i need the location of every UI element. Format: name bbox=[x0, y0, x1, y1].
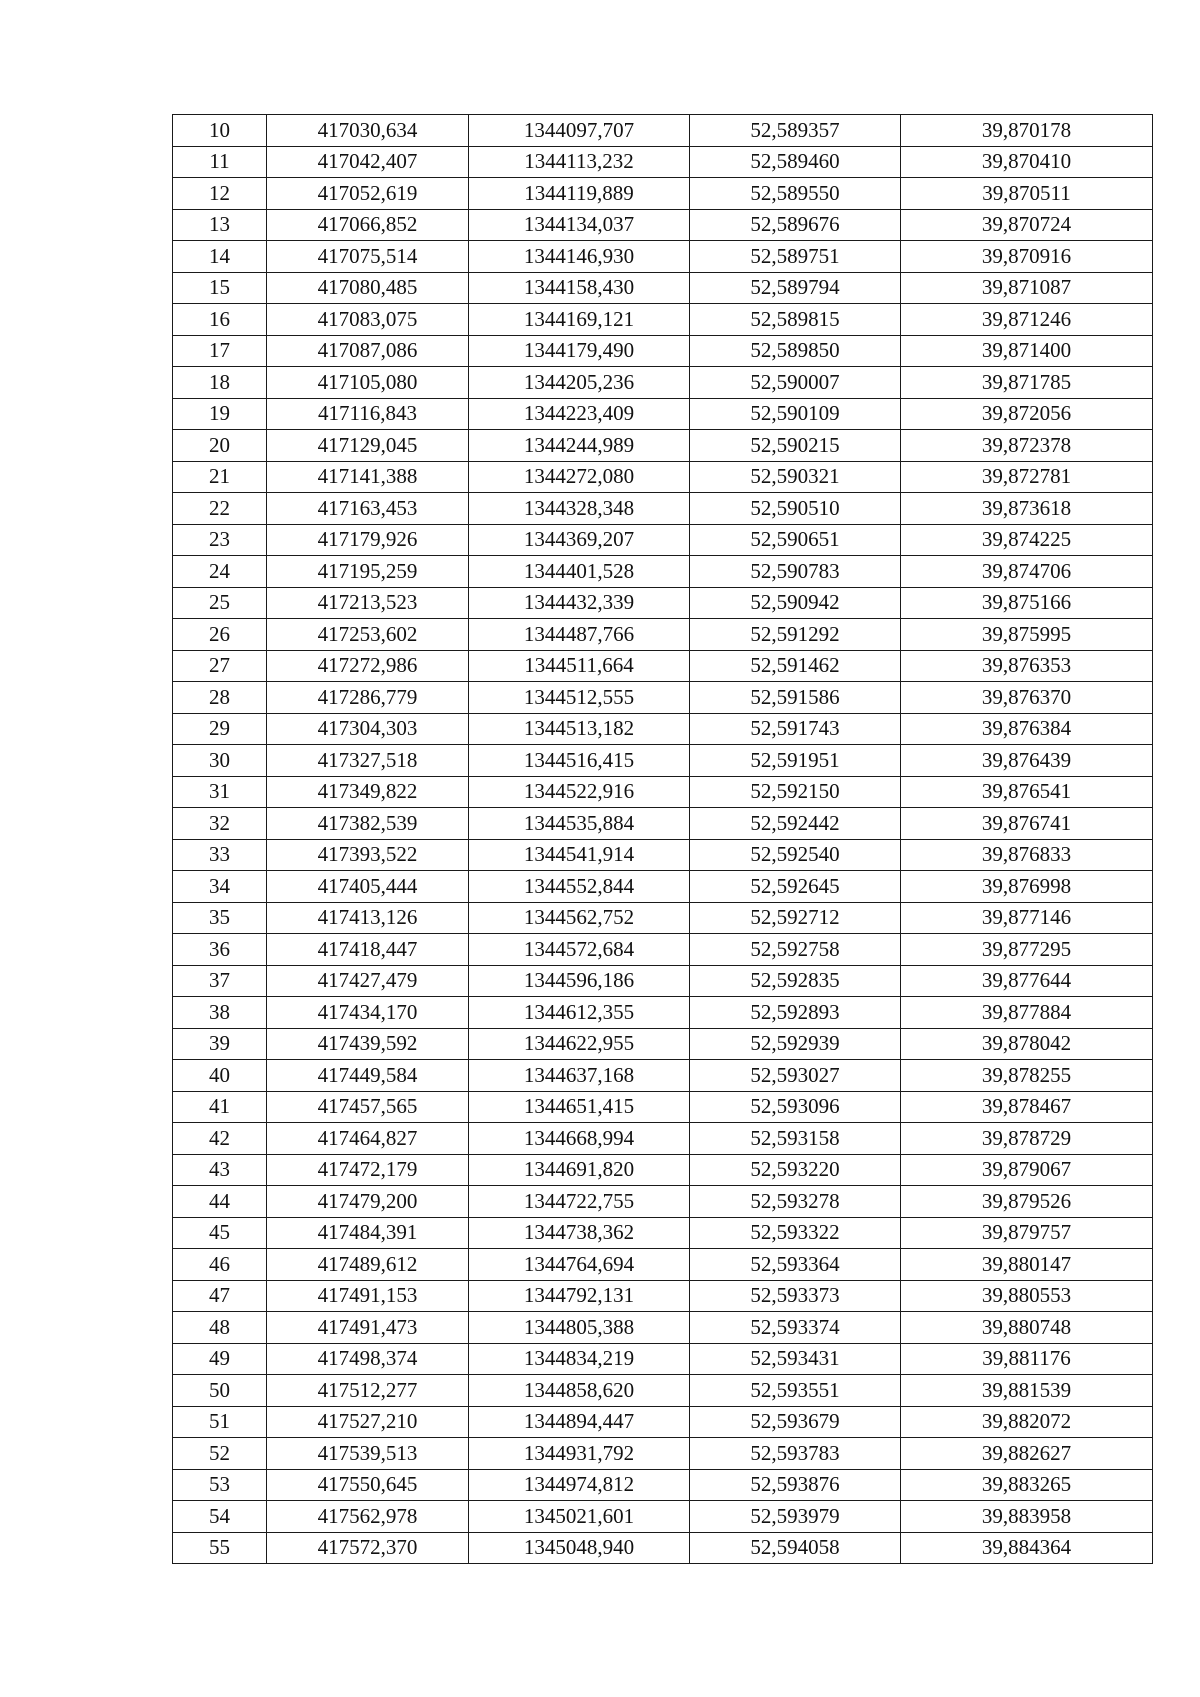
latitude-cell: 52,591743 bbox=[690, 713, 901, 745]
longitude-cell: 39,883265 bbox=[901, 1469, 1153, 1501]
y-coordinate-cell: 1344668,994 bbox=[469, 1123, 690, 1155]
x-coordinate-cell: 417349,822 bbox=[267, 776, 469, 808]
table-row bbox=[173, 304, 1153, 336]
latitude-cell: 52,593431 bbox=[690, 1343, 901, 1375]
x-coordinate-cell: 417327,518 bbox=[267, 745, 469, 777]
point-number-cell: 35 bbox=[173, 902, 267, 934]
latitude-cell: 52,592442 bbox=[690, 808, 901, 840]
y-coordinate-cell: 1344146,930 bbox=[469, 241, 690, 273]
table-row bbox=[173, 241, 1153, 273]
x-coordinate-cell: 417066,852 bbox=[267, 209, 469, 241]
latitude-cell: 52,594058 bbox=[690, 1532, 901, 1564]
x-coordinate-cell: 417286,779 bbox=[267, 682, 469, 714]
x-coordinate-cell: 417418,447 bbox=[267, 934, 469, 966]
longitude-cell: 39,870178 bbox=[901, 115, 1153, 147]
x-coordinate-cell: 417253,602 bbox=[267, 619, 469, 651]
longitude-cell: 39,876439 bbox=[901, 745, 1153, 777]
point-number-cell: 10 bbox=[173, 115, 267, 147]
table-row bbox=[173, 209, 1153, 241]
x-coordinate-cell: 417427,479 bbox=[267, 965, 469, 997]
x-coordinate-cell: 417075,514 bbox=[267, 241, 469, 273]
latitude-cell: 52,593979 bbox=[690, 1501, 901, 1533]
x-coordinate-cell: 417498,374 bbox=[267, 1343, 469, 1375]
table-row bbox=[173, 1532, 1153, 1564]
longitude-cell: 39,878467 bbox=[901, 1091, 1153, 1123]
y-coordinate-cell: 1345021,601 bbox=[469, 1501, 690, 1533]
x-coordinate-cell: 417539,513 bbox=[267, 1438, 469, 1470]
x-coordinate-cell: 417572,370 bbox=[267, 1532, 469, 1564]
longitude-cell: 39,871400 bbox=[901, 335, 1153, 367]
point-number-cell: 48 bbox=[173, 1312, 267, 1344]
longitude-cell: 39,880147 bbox=[901, 1249, 1153, 1281]
y-coordinate-cell: 1344244,989 bbox=[469, 430, 690, 462]
latitude-cell: 52,592835 bbox=[690, 965, 901, 997]
latitude-cell: 52,593027 bbox=[690, 1060, 901, 1092]
point-number-cell: 26 bbox=[173, 619, 267, 651]
table-row bbox=[173, 902, 1153, 934]
y-coordinate-cell: 1344722,755 bbox=[469, 1186, 690, 1218]
table-row bbox=[173, 461, 1153, 493]
longitude-cell: 39,880748 bbox=[901, 1312, 1153, 1344]
latitude-cell: 52,590007 bbox=[690, 367, 901, 399]
x-coordinate-cell: 417163,453 bbox=[267, 493, 469, 525]
y-coordinate-cell: 1344097,707 bbox=[469, 115, 690, 147]
longitude-cell: 39,883958 bbox=[901, 1501, 1153, 1533]
y-coordinate-cell: 1344272,080 bbox=[469, 461, 690, 493]
y-coordinate-cell: 1344113,232 bbox=[469, 146, 690, 178]
table-row bbox=[173, 1249, 1153, 1281]
latitude-cell: 52,593374 bbox=[690, 1312, 901, 1344]
point-number-cell: 37 bbox=[173, 965, 267, 997]
y-coordinate-cell: 1344487,766 bbox=[469, 619, 690, 651]
longitude-cell: 39,882072 bbox=[901, 1406, 1153, 1438]
y-coordinate-cell: 1344401,528 bbox=[469, 556, 690, 588]
y-coordinate-cell: 1344205,236 bbox=[469, 367, 690, 399]
table-row bbox=[173, 398, 1153, 430]
point-number-cell: 39 bbox=[173, 1028, 267, 1060]
latitude-cell: 52,592645 bbox=[690, 871, 901, 903]
x-coordinate-cell: 417030,634 bbox=[267, 115, 469, 147]
point-number-cell: 50 bbox=[173, 1375, 267, 1407]
longitude-cell: 39,870724 bbox=[901, 209, 1153, 241]
point-number-cell: 19 bbox=[173, 398, 267, 430]
point-number-cell: 55 bbox=[173, 1532, 267, 1564]
x-coordinate-cell: 417382,539 bbox=[267, 808, 469, 840]
x-coordinate-cell: 417527,210 bbox=[267, 1406, 469, 1438]
y-coordinate-cell: 1344764,694 bbox=[469, 1249, 690, 1281]
y-coordinate-cell: 1344562,752 bbox=[469, 902, 690, 934]
x-coordinate-cell: 417083,075 bbox=[267, 304, 469, 336]
point-number-cell: 33 bbox=[173, 839, 267, 871]
y-coordinate-cell: 1344432,339 bbox=[469, 587, 690, 619]
point-number-cell: 18 bbox=[173, 367, 267, 399]
longitude-cell: 39,878255 bbox=[901, 1060, 1153, 1092]
longitude-cell: 39,880553 bbox=[901, 1280, 1153, 1312]
point-number-cell: 40 bbox=[173, 1060, 267, 1092]
y-coordinate-cell: 1344119,889 bbox=[469, 178, 690, 210]
longitude-cell: 39,873618 bbox=[901, 493, 1153, 525]
point-number-cell: 22 bbox=[173, 493, 267, 525]
latitude-cell: 52,593876 bbox=[690, 1469, 901, 1501]
longitude-cell: 39,874706 bbox=[901, 556, 1153, 588]
table-row bbox=[173, 1375, 1153, 1407]
table-row bbox=[173, 430, 1153, 462]
point-number-cell: 38 bbox=[173, 997, 267, 1029]
table-row bbox=[173, 1091, 1153, 1123]
y-coordinate-cell: 1344805,388 bbox=[469, 1312, 690, 1344]
table-row bbox=[173, 178, 1153, 210]
longitude-cell: 39,878042 bbox=[901, 1028, 1153, 1060]
latitude-cell: 52,593679 bbox=[690, 1406, 901, 1438]
latitude-cell: 52,593364 bbox=[690, 1249, 901, 1281]
table-row bbox=[173, 1217, 1153, 1249]
y-coordinate-cell: 1344223,409 bbox=[469, 398, 690, 430]
x-coordinate-cell: 417087,086 bbox=[267, 335, 469, 367]
latitude-cell: 52,593783 bbox=[690, 1438, 901, 1470]
x-coordinate-cell: 417179,926 bbox=[267, 524, 469, 556]
point-number-cell: 12 bbox=[173, 178, 267, 210]
y-coordinate-cell: 1344792,131 bbox=[469, 1280, 690, 1312]
longitude-cell: 39,876353 bbox=[901, 650, 1153, 682]
x-coordinate-cell: 417116,843 bbox=[267, 398, 469, 430]
longitude-cell: 39,881176 bbox=[901, 1343, 1153, 1375]
point-number-cell: 27 bbox=[173, 650, 267, 682]
x-coordinate-cell: 417550,645 bbox=[267, 1469, 469, 1501]
longitude-cell: 39,875995 bbox=[901, 619, 1153, 651]
longitude-cell: 39,872056 bbox=[901, 398, 1153, 430]
longitude-cell: 39,882627 bbox=[901, 1438, 1153, 1470]
point-number-cell: 46 bbox=[173, 1249, 267, 1281]
table-row bbox=[173, 1343, 1153, 1375]
latitude-cell: 52,593551 bbox=[690, 1375, 901, 1407]
x-coordinate-cell: 417489,612 bbox=[267, 1249, 469, 1281]
table-row bbox=[173, 272, 1153, 304]
longitude-cell: 39,877884 bbox=[901, 997, 1153, 1029]
point-number-cell: 45 bbox=[173, 1217, 267, 1249]
longitude-cell: 39,876541 bbox=[901, 776, 1153, 808]
x-coordinate-cell: 417129,045 bbox=[267, 430, 469, 462]
latitude-cell: 52,589850 bbox=[690, 335, 901, 367]
y-coordinate-cell: 1344541,914 bbox=[469, 839, 690, 871]
x-coordinate-cell: 417479,200 bbox=[267, 1186, 469, 1218]
point-number-cell: 49 bbox=[173, 1343, 267, 1375]
x-coordinate-cell: 417472,179 bbox=[267, 1154, 469, 1186]
latitude-cell: 52,590510 bbox=[690, 493, 901, 525]
latitude-cell: 52,592150 bbox=[690, 776, 901, 808]
coordinate-table bbox=[172, 114, 1153, 1564]
table-row bbox=[173, 1312, 1153, 1344]
table-row bbox=[173, 1406, 1153, 1438]
table-row bbox=[173, 367, 1153, 399]
point-number-cell: 25 bbox=[173, 587, 267, 619]
point-number-cell: 23 bbox=[173, 524, 267, 556]
x-coordinate-cell: 417272,986 bbox=[267, 650, 469, 682]
y-coordinate-cell: 1344931,792 bbox=[469, 1438, 690, 1470]
y-coordinate-cell: 1344513,182 bbox=[469, 713, 690, 745]
y-coordinate-cell: 1344622,955 bbox=[469, 1028, 690, 1060]
longitude-cell: 39,876384 bbox=[901, 713, 1153, 745]
point-number-cell: 24 bbox=[173, 556, 267, 588]
point-number-cell: 42 bbox=[173, 1123, 267, 1155]
y-coordinate-cell: 1344738,362 bbox=[469, 1217, 690, 1249]
latitude-cell: 52,592758 bbox=[690, 934, 901, 966]
table-row bbox=[173, 493, 1153, 525]
point-number-cell: 28 bbox=[173, 682, 267, 714]
y-coordinate-cell: 1344894,447 bbox=[469, 1406, 690, 1438]
longitude-cell: 39,879526 bbox=[901, 1186, 1153, 1218]
latitude-cell: 52,590942 bbox=[690, 587, 901, 619]
latitude-cell: 52,589460 bbox=[690, 146, 901, 178]
point-number-cell: 29 bbox=[173, 713, 267, 745]
y-coordinate-cell: 1344535,884 bbox=[469, 808, 690, 840]
table-row bbox=[173, 965, 1153, 997]
x-coordinate-cell: 417105,080 bbox=[267, 367, 469, 399]
y-coordinate-cell: 1345048,940 bbox=[469, 1532, 690, 1564]
point-number-cell: 53 bbox=[173, 1469, 267, 1501]
y-coordinate-cell: 1344522,916 bbox=[469, 776, 690, 808]
x-coordinate-cell: 417491,473 bbox=[267, 1312, 469, 1344]
y-coordinate-cell: 1344572,684 bbox=[469, 934, 690, 966]
point-number-cell: 30 bbox=[173, 745, 267, 777]
longitude-cell: 39,871246 bbox=[901, 304, 1153, 336]
y-coordinate-cell: 1344511,664 bbox=[469, 650, 690, 682]
longitude-cell: 39,876833 bbox=[901, 839, 1153, 871]
y-coordinate-cell: 1344512,555 bbox=[469, 682, 690, 714]
latitude-cell: 52,589751 bbox=[690, 241, 901, 273]
table-row bbox=[173, 650, 1153, 682]
point-number-cell: 14 bbox=[173, 241, 267, 273]
x-coordinate-cell: 417304,303 bbox=[267, 713, 469, 745]
latitude-cell: 52,593278 bbox=[690, 1186, 901, 1218]
latitude-cell: 52,592712 bbox=[690, 902, 901, 934]
table-row bbox=[173, 335, 1153, 367]
latitude-cell: 52,591462 bbox=[690, 650, 901, 682]
x-coordinate-cell: 417512,277 bbox=[267, 1375, 469, 1407]
y-coordinate-cell: 1344369,207 bbox=[469, 524, 690, 556]
point-number-cell: 13 bbox=[173, 209, 267, 241]
y-coordinate-cell: 1344612,355 bbox=[469, 997, 690, 1029]
table-row bbox=[173, 619, 1153, 651]
table-row bbox=[173, 682, 1153, 714]
longitude-cell: 39,872378 bbox=[901, 430, 1153, 462]
latitude-cell: 52,591586 bbox=[690, 682, 901, 714]
latitude-cell: 52,589550 bbox=[690, 178, 901, 210]
table-row bbox=[173, 587, 1153, 619]
x-coordinate-cell: 417491,153 bbox=[267, 1280, 469, 1312]
latitude-cell: 52,593322 bbox=[690, 1217, 901, 1249]
longitude-cell: 39,878729 bbox=[901, 1123, 1153, 1155]
latitude-cell: 52,591951 bbox=[690, 745, 901, 777]
latitude-cell: 52,590215 bbox=[690, 430, 901, 462]
point-number-cell: 15 bbox=[173, 272, 267, 304]
x-coordinate-cell: 417080,485 bbox=[267, 272, 469, 304]
y-coordinate-cell: 1344651,415 bbox=[469, 1091, 690, 1123]
latitude-cell: 52,590321 bbox=[690, 461, 901, 493]
point-number-cell: 44 bbox=[173, 1186, 267, 1218]
y-coordinate-cell: 1344834,219 bbox=[469, 1343, 690, 1375]
longitude-cell: 39,874225 bbox=[901, 524, 1153, 556]
latitude-cell: 52,589357 bbox=[690, 115, 901, 147]
point-number-cell: 52 bbox=[173, 1438, 267, 1470]
table-row bbox=[173, 997, 1153, 1029]
table-row bbox=[173, 524, 1153, 556]
table-row bbox=[173, 556, 1153, 588]
x-coordinate-cell: 417464,827 bbox=[267, 1123, 469, 1155]
longitude-cell: 39,884364 bbox=[901, 1532, 1153, 1564]
latitude-cell: 52,589676 bbox=[690, 209, 901, 241]
longitude-cell: 39,870410 bbox=[901, 146, 1153, 178]
longitude-cell: 39,876370 bbox=[901, 682, 1153, 714]
x-coordinate-cell: 417413,126 bbox=[267, 902, 469, 934]
table-row bbox=[173, 115, 1153, 147]
table-row bbox=[173, 146, 1153, 178]
x-coordinate-cell: 417141,388 bbox=[267, 461, 469, 493]
x-coordinate-cell: 417434,170 bbox=[267, 997, 469, 1029]
longitude-cell: 39,879757 bbox=[901, 1217, 1153, 1249]
x-coordinate-cell: 417439,592 bbox=[267, 1028, 469, 1060]
longitude-cell: 39,871785 bbox=[901, 367, 1153, 399]
x-coordinate-cell: 417405,444 bbox=[267, 871, 469, 903]
coordinate-table-body bbox=[173, 115, 1153, 1564]
table-row bbox=[173, 934, 1153, 966]
y-coordinate-cell: 1344179,490 bbox=[469, 335, 690, 367]
point-number-cell: 11 bbox=[173, 146, 267, 178]
table-row bbox=[173, 1186, 1153, 1218]
x-coordinate-cell: 417393,522 bbox=[267, 839, 469, 871]
longitude-cell: 39,870511 bbox=[901, 178, 1153, 210]
point-number-cell: 43 bbox=[173, 1154, 267, 1186]
y-coordinate-cell: 1344858,620 bbox=[469, 1375, 690, 1407]
longitude-cell: 39,877146 bbox=[901, 902, 1153, 934]
point-number-cell: 16 bbox=[173, 304, 267, 336]
y-coordinate-cell: 1344169,121 bbox=[469, 304, 690, 336]
longitude-cell: 39,876998 bbox=[901, 871, 1153, 903]
table-row bbox=[173, 745, 1153, 777]
latitude-cell: 52,589794 bbox=[690, 272, 901, 304]
latitude-cell: 52,590109 bbox=[690, 398, 901, 430]
x-coordinate-cell: 417042,407 bbox=[267, 146, 469, 178]
table-row bbox=[173, 1438, 1153, 1470]
table-row bbox=[173, 871, 1153, 903]
point-number-cell: 21 bbox=[173, 461, 267, 493]
x-coordinate-cell: 417449,584 bbox=[267, 1060, 469, 1092]
y-coordinate-cell: 1344328,348 bbox=[469, 493, 690, 525]
table-row bbox=[173, 1280, 1153, 1312]
point-number-cell: 54 bbox=[173, 1501, 267, 1533]
x-coordinate-cell: 417457,565 bbox=[267, 1091, 469, 1123]
point-number-cell: 41 bbox=[173, 1091, 267, 1123]
latitude-cell: 52,589815 bbox=[690, 304, 901, 336]
latitude-cell: 52,593096 bbox=[690, 1091, 901, 1123]
y-coordinate-cell: 1344516,415 bbox=[469, 745, 690, 777]
latitude-cell: 52,593373 bbox=[690, 1280, 901, 1312]
point-number-cell: 20 bbox=[173, 430, 267, 462]
point-number-cell: 31 bbox=[173, 776, 267, 808]
longitude-cell: 39,881539 bbox=[901, 1375, 1153, 1407]
table-row bbox=[173, 839, 1153, 871]
latitude-cell: 52,593220 bbox=[690, 1154, 901, 1186]
table-row bbox=[173, 776, 1153, 808]
x-coordinate-cell: 417213,523 bbox=[267, 587, 469, 619]
x-coordinate-cell: 417562,978 bbox=[267, 1501, 469, 1533]
point-number-cell: 51 bbox=[173, 1406, 267, 1438]
x-coordinate-cell: 417484,391 bbox=[267, 1217, 469, 1249]
longitude-cell: 39,877295 bbox=[901, 934, 1153, 966]
longitude-cell: 39,871087 bbox=[901, 272, 1153, 304]
longitude-cell: 39,872781 bbox=[901, 461, 1153, 493]
latitude-cell: 52,593158 bbox=[690, 1123, 901, 1155]
longitude-cell: 39,875166 bbox=[901, 587, 1153, 619]
longitude-cell: 39,876741 bbox=[901, 808, 1153, 840]
point-number-cell: 47 bbox=[173, 1280, 267, 1312]
y-coordinate-cell: 1344637,168 bbox=[469, 1060, 690, 1092]
table-row bbox=[173, 1123, 1153, 1155]
longitude-cell: 39,879067 bbox=[901, 1154, 1153, 1186]
latitude-cell: 52,591292 bbox=[690, 619, 901, 651]
table-row bbox=[173, 808, 1153, 840]
latitude-cell: 52,590783 bbox=[690, 556, 901, 588]
latitude-cell: 52,592540 bbox=[690, 839, 901, 871]
table-row bbox=[173, 1028, 1153, 1060]
y-coordinate-cell: 1344134,037 bbox=[469, 209, 690, 241]
point-number-cell: 36 bbox=[173, 934, 267, 966]
longitude-cell: 39,870916 bbox=[901, 241, 1153, 273]
y-coordinate-cell: 1344158,430 bbox=[469, 272, 690, 304]
x-coordinate-cell: 417052,619 bbox=[267, 178, 469, 210]
y-coordinate-cell: 1344596,186 bbox=[469, 965, 690, 997]
table-row bbox=[173, 1469, 1153, 1501]
table-row bbox=[173, 1501, 1153, 1533]
point-number-cell: 32 bbox=[173, 808, 267, 840]
point-number-cell: 34 bbox=[173, 871, 267, 903]
y-coordinate-cell: 1344974,812 bbox=[469, 1469, 690, 1501]
table-row bbox=[173, 1060, 1153, 1092]
table-row bbox=[173, 1154, 1153, 1186]
latitude-cell: 52,592893 bbox=[690, 997, 901, 1029]
point-number-cell: 17 bbox=[173, 335, 267, 367]
y-coordinate-cell: 1344552,844 bbox=[469, 871, 690, 903]
y-coordinate-cell: 1344691,820 bbox=[469, 1154, 690, 1186]
latitude-cell: 52,590651 bbox=[690, 524, 901, 556]
longitude-cell: 39,877644 bbox=[901, 965, 1153, 997]
latitude-cell: 52,592939 bbox=[690, 1028, 901, 1060]
x-coordinate-cell: 417195,259 bbox=[267, 556, 469, 588]
table-row bbox=[173, 713, 1153, 745]
